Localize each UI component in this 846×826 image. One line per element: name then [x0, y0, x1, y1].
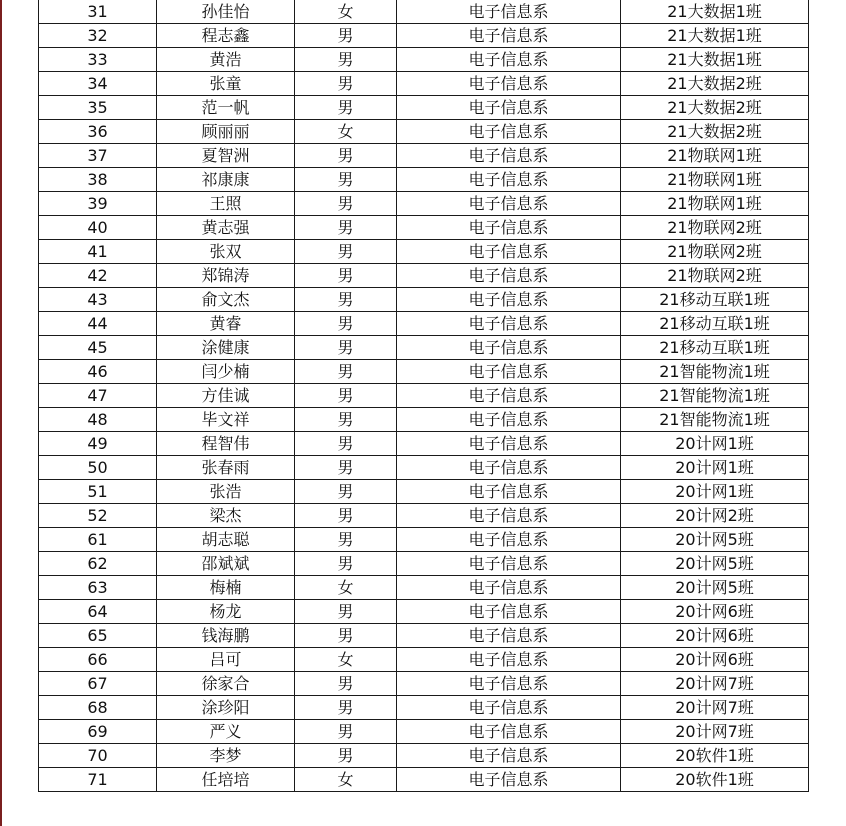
cell-name: 梅楠: [157, 576, 295, 600]
cell-name: 祁康康: [157, 168, 295, 192]
cell-gender: 男: [295, 216, 397, 240]
cell-department: 电子信息系: [397, 24, 621, 48]
cell-class: 21物联网2班: [621, 216, 809, 240]
table-row: [39, 288, 809, 312]
table-row: [39, 672, 809, 696]
cell-gender: 男: [295, 696, 397, 720]
table-row: [39, 552, 809, 576]
cell-department: 电子信息系: [397, 744, 621, 768]
cell-id: 46: [39, 360, 157, 384]
cell-class: 20计网7班: [621, 696, 809, 720]
cell-gender: 男: [295, 624, 397, 648]
table-row: [39, 312, 809, 336]
roster-body: [39, 0, 809, 792]
cell-gender: 男: [295, 504, 397, 528]
cell-gender: 男: [295, 144, 397, 168]
cell-id: 50: [39, 456, 157, 480]
cell-class: 21大数据1班: [621, 24, 809, 48]
cell-class: 20计网5班: [621, 528, 809, 552]
cell-gender: 女: [295, 576, 397, 600]
cell-gender: 男: [295, 432, 397, 456]
table-row: [39, 360, 809, 384]
cell-class: 21物联网1班: [621, 168, 809, 192]
cell-department: 电子信息系: [397, 168, 621, 192]
table-row: [39, 120, 809, 144]
cell-name: 郑锦涛: [157, 264, 295, 288]
cell-department: 电子信息系: [397, 576, 621, 600]
cell-id: 49: [39, 432, 157, 456]
cell-department: 电子信息系: [397, 336, 621, 360]
cell-class: 20计网6班: [621, 648, 809, 672]
cell-department: 电子信息系: [397, 120, 621, 144]
cell-class: 20计网1班: [621, 432, 809, 456]
table-row: [39, 600, 809, 624]
cell-class: 20计网5班: [621, 576, 809, 600]
cell-name: 梁杰: [157, 504, 295, 528]
cell-gender: 男: [295, 168, 397, 192]
cell-gender: 女: [295, 0, 397, 24]
cell-department: 电子信息系: [397, 552, 621, 576]
cell-name: 杨龙: [157, 600, 295, 624]
table-row: [39, 264, 809, 288]
table-row: [39, 48, 809, 72]
left-edge-line: [0, 0, 2, 826]
cell-name: 程智伟: [157, 432, 295, 456]
table-row: [39, 576, 809, 600]
cell-gender: 男: [295, 744, 397, 768]
cell-name: 黄浩: [157, 48, 295, 72]
cell-class: 20计网1班: [621, 480, 809, 504]
cell-department: 电子信息系: [397, 600, 621, 624]
cell-class: 21物联网1班: [621, 192, 809, 216]
cell-department: 电子信息系: [397, 624, 621, 648]
table-row: [39, 96, 809, 120]
table-row: [39, 216, 809, 240]
cell-department: 电子信息系: [397, 384, 621, 408]
cell-department: 电子信息系: [397, 696, 621, 720]
cell-id: 42: [39, 264, 157, 288]
cell-class: 20计网6班: [621, 624, 809, 648]
cell-name: 王照: [157, 192, 295, 216]
cell-class: 20计网5班: [621, 552, 809, 576]
cell-name: 程志鑫: [157, 24, 295, 48]
cell-name: 夏智洲: [157, 144, 295, 168]
cell-department: 电子信息系: [397, 48, 621, 72]
cell-id: 64: [39, 600, 157, 624]
table-row: [39, 72, 809, 96]
cell-id: 38: [39, 168, 157, 192]
cell-name: 范一帆: [157, 96, 295, 120]
table-row: [39, 480, 809, 504]
cell-class: 21移动互联1班: [621, 312, 809, 336]
cell-id: 61: [39, 528, 157, 552]
table-row: [39, 648, 809, 672]
cell-id: 36: [39, 120, 157, 144]
cell-class: 21智能物流1班: [621, 360, 809, 384]
cell-name: 张双: [157, 240, 295, 264]
table-row: [39, 720, 809, 744]
cell-department: 电子信息系: [397, 504, 621, 528]
cell-class: 20计网1班: [621, 456, 809, 480]
cell-class: 21移动互联1班: [621, 288, 809, 312]
cell-class: 20计网2班: [621, 504, 809, 528]
cell-class: 21大数据2班: [621, 96, 809, 120]
cell-department: 电子信息系: [397, 288, 621, 312]
cell-class: 21智能物流1班: [621, 384, 809, 408]
cell-name: 严义: [157, 720, 295, 744]
cell-gender: 男: [295, 192, 397, 216]
cell-department: 电子信息系: [397, 480, 621, 504]
cell-name: 张春雨: [157, 456, 295, 480]
cell-gender: 女: [295, 768, 397, 792]
table-row: [39, 24, 809, 48]
cell-department: 电子信息系: [397, 96, 621, 120]
cell-class: 20计网6班: [621, 600, 809, 624]
cell-department: 电子信息系: [397, 720, 621, 744]
cell-name: 吕可: [157, 648, 295, 672]
cell-class: 20软件1班: [621, 744, 809, 768]
cell-name: 徐家合: [157, 672, 295, 696]
cell-name: 俞文杰: [157, 288, 295, 312]
cell-name: 毕文祥: [157, 408, 295, 432]
table-row: [39, 624, 809, 648]
cell-id: 62: [39, 552, 157, 576]
cell-department: 电子信息系: [397, 768, 621, 792]
cell-name: 胡志聪: [157, 528, 295, 552]
cell-id: 68: [39, 696, 157, 720]
cell-class: 21移动互联1班: [621, 336, 809, 360]
cell-name: 李梦: [157, 744, 295, 768]
cell-id: 65: [39, 624, 157, 648]
cell-id: 69: [39, 720, 157, 744]
cell-name: 黄睿: [157, 312, 295, 336]
cell-gender: 男: [295, 528, 397, 552]
cell-gender: 男: [295, 96, 397, 120]
table-row: [39, 144, 809, 168]
table-row: [39, 0, 809, 24]
table-row: [39, 696, 809, 720]
cell-id: 40: [39, 216, 157, 240]
cell-name: 涂健康: [157, 336, 295, 360]
cell-department: 电子信息系: [397, 312, 621, 336]
table-row: [39, 768, 809, 792]
cell-name: 顾丽丽: [157, 120, 295, 144]
cell-name: 钱海鹏: [157, 624, 295, 648]
cell-id: 44: [39, 312, 157, 336]
cell-gender: 男: [295, 360, 397, 384]
cell-department: 电子信息系: [397, 408, 621, 432]
cell-gender: 男: [295, 264, 397, 288]
cell-department: 电子信息系: [397, 264, 621, 288]
cell-id: 71: [39, 768, 157, 792]
student-roster-table: [38, 0, 809, 792]
cell-class: 21大数据2班: [621, 72, 809, 96]
cell-name: 邵斌斌: [157, 552, 295, 576]
cell-department: 电子信息系: [397, 648, 621, 672]
table-row: [39, 336, 809, 360]
table-row: [39, 408, 809, 432]
cell-department: 电子信息系: [397, 240, 621, 264]
cell-id: 63: [39, 576, 157, 600]
cell-class: 21大数据2班: [621, 120, 809, 144]
cell-class: 21大数据1班: [621, 48, 809, 72]
cell-id: 70: [39, 744, 157, 768]
table-row: [39, 168, 809, 192]
cell-department: 电子信息系: [397, 72, 621, 96]
cell-id: 37: [39, 144, 157, 168]
cell-department: 电子信息系: [397, 528, 621, 552]
cell-gender: 男: [295, 288, 397, 312]
cell-gender: 男: [295, 24, 397, 48]
cell-name: 张童: [157, 72, 295, 96]
cell-department: 电子信息系: [397, 0, 621, 24]
cell-gender: 男: [295, 384, 397, 408]
cell-class: 20软件1班: [621, 768, 809, 792]
cell-id: 48: [39, 408, 157, 432]
cell-class: 20计网7班: [621, 672, 809, 696]
cell-id: 35: [39, 96, 157, 120]
cell-gender: 男: [295, 312, 397, 336]
cell-gender: 女: [295, 120, 397, 144]
cell-id: 41: [39, 240, 157, 264]
table-row: [39, 504, 809, 528]
cell-department: 电子信息系: [397, 144, 621, 168]
cell-gender: 男: [295, 72, 397, 96]
cell-id: 39: [39, 192, 157, 216]
cell-class: 21物联网2班: [621, 264, 809, 288]
cell-class: 21智能物流1班: [621, 408, 809, 432]
cell-id: 31: [39, 0, 157, 24]
cell-gender: 男: [295, 48, 397, 72]
cell-id: 45: [39, 336, 157, 360]
cell-name: 涂珍阳: [157, 696, 295, 720]
table-row: [39, 384, 809, 408]
cell-gender: 男: [295, 720, 397, 744]
cell-id: 34: [39, 72, 157, 96]
cell-id: 52: [39, 504, 157, 528]
cell-gender: 男: [295, 336, 397, 360]
cell-name: 方佳诚: [157, 384, 295, 408]
table-row: [39, 456, 809, 480]
cell-id: 32: [39, 24, 157, 48]
cell-id: 47: [39, 384, 157, 408]
cell-gender: 男: [295, 408, 397, 432]
cell-department: 电子信息系: [397, 672, 621, 696]
cell-name: 闫少楠: [157, 360, 295, 384]
cell-gender: 男: [295, 600, 397, 624]
cell-id: 67: [39, 672, 157, 696]
table-row: [39, 432, 809, 456]
cell-name: 张浩: [157, 480, 295, 504]
cell-department: 电子信息系: [397, 456, 621, 480]
cell-id: 33: [39, 48, 157, 72]
cell-gender: 男: [295, 672, 397, 696]
cell-department: 电子信息系: [397, 360, 621, 384]
cell-class: 20计网7班: [621, 720, 809, 744]
cell-name: 黄志强: [157, 216, 295, 240]
cell-class: 21物联网2班: [621, 240, 809, 264]
cell-id: 51: [39, 480, 157, 504]
cell-department: 电子信息系: [397, 216, 621, 240]
cell-class: 21物联网1班: [621, 144, 809, 168]
cell-gender: 男: [295, 240, 397, 264]
table-row: [39, 240, 809, 264]
table-row: [39, 528, 809, 552]
cell-id: 43: [39, 288, 157, 312]
cell-department: 电子信息系: [397, 192, 621, 216]
cell-gender: 男: [295, 552, 397, 576]
cell-gender: 男: [295, 456, 397, 480]
cell-gender: 女: [295, 648, 397, 672]
table-row: [39, 192, 809, 216]
cell-id: 66: [39, 648, 157, 672]
cell-gender: 男: [295, 480, 397, 504]
table-row: [39, 744, 809, 768]
cell-class: 21大数据1班: [621, 0, 809, 24]
cell-department: 电子信息系: [397, 432, 621, 456]
cell-name: 孙佳怡: [157, 0, 295, 24]
cell-name: 任培培: [157, 768, 295, 792]
